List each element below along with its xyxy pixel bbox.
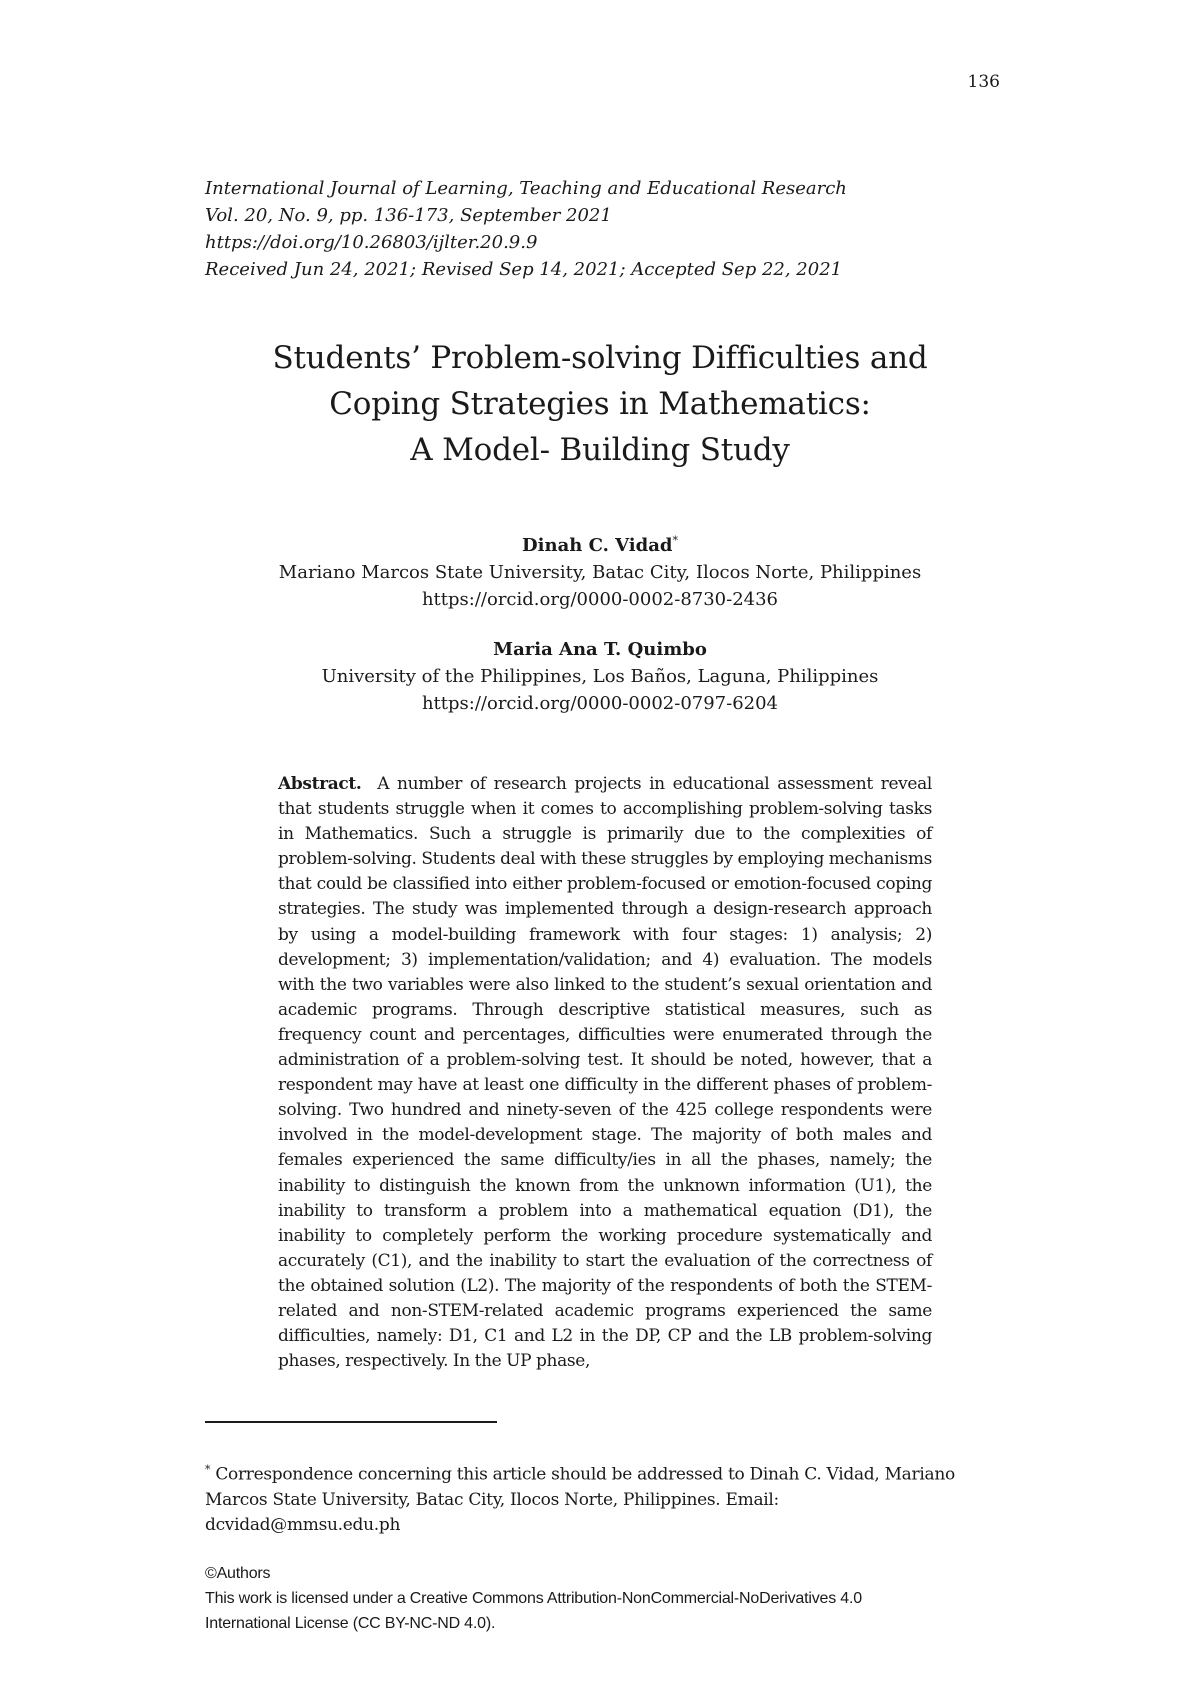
journal-name: International Journal of Learning, Teaching and Educational Research xyxy=(205,178,847,199)
author-orcid-link[interactable]: https://orcid.org/0000-0002-8730-2436 xyxy=(421,589,779,610)
footnote-text: Correspondence concerning this article should be addressed to Dinah C. Vidad, Mariano Marcos State University, Batac City, Ilocos Norte, Philippines. Email: dcvidad@mmsu.edu.ph xyxy=(205,1464,955,1535)
author-name: Dinah C. Vidad xyxy=(522,535,673,556)
title-line-1: Students’ Problem-solving Difficulties and xyxy=(272,340,928,376)
license-line-1: This work is licensed under a Creative Commons Attribution-NonCommercial-NoDerivatives 4.0 xyxy=(205,1590,862,1607)
author-affiliation: Mariano Marcos State University, Batac City, Ilocos Norte, Philippines xyxy=(278,562,922,583)
title-line-2: Coping Strategies in Mathematics: xyxy=(329,386,871,422)
doi-link[interactable]: https://doi.org/10.26803/ijlter.20.9.9 xyxy=(205,232,538,253)
article-dates: Received Jun 24, 2021; Revised Sep 14, 2021; Accepted Sep 22, 2021 xyxy=(205,259,843,280)
article-title xyxy=(150,335,1050,473)
copyright-notice: ©Authors xyxy=(205,1565,271,1582)
title-line-3: A Model- Building Study xyxy=(410,432,790,468)
author-block-1 xyxy=(150,527,1050,613)
footnote xyxy=(205,1457,965,1538)
abstract xyxy=(278,772,932,1374)
license-line-2: International License (CC BY-NC-ND 4.0). xyxy=(205,1615,496,1632)
journal-header xyxy=(205,175,1005,283)
abstract-label: Abstract. xyxy=(278,774,362,794)
abstract-text: A number of research projects in educational assessment reveal that students struggle when it comes to accomplishing problem-solving tasks in Mathematics. Such a struggle is primarily due to the complexities of problem-solving. Students deal with these struggles by employing mechanisms that could be classified into either problem-focused or emotion-focused coping strategies. The study was implemented through a design-research approach by using a model-building framework with four stages: 1) analysis; 2) development; 3) implementation/validation; and 4) evaluation. The models with the two variables were also linked to the student’s sexual orientation and academic programs. Through descriptive statistical measures, such as frequency count and percentages, difficulties were enumerated through the administration of a problem-solving test. It should be noted, however, that a respondent may have at least one difficulty in the different phases of problem-solving. Two hundred and ninety-seven of the 425 college respondents were involved in the model-development stage. The majority of both males and females experienced the same difficulty/ies in all the phases, namely; the inability to distinguish the known from the unknown information (U1), the inability to transform a problem into a mathematical equation (D1), the inability to completely perform the working procedure systematically and accurately (C1), and the inability to start the evaluation of the correctness of the obtained solution (L2). The majority of the respondents of both the STEM-related and non-STEM-related academic programs experienced the same difficulties, namely: D1, C1 and L2 in the DP, CP and the LB problem-solving phases, respectively. In the UP phase, xyxy=(278,774,933,1372)
corresponding-marker: * xyxy=(672,534,678,547)
footnote-marker: * xyxy=(205,1463,211,1476)
journal-volume: Vol. 20, No. 9, pp. 136-173, September 2021 xyxy=(205,205,612,226)
footnote-divider xyxy=(205,1421,497,1423)
author-block-2 xyxy=(150,636,1050,717)
author-orcid-link[interactable]: https://orcid.org/0000-0002-0797-6204 xyxy=(421,693,779,714)
page-number: 136 xyxy=(967,72,1000,92)
license-block xyxy=(205,1561,1025,1636)
author-affiliation: University of the Philippines, Los Baños, Laguna, Philippines xyxy=(321,666,879,687)
author-name: Maria Ana T. Quimbo xyxy=(493,639,707,660)
